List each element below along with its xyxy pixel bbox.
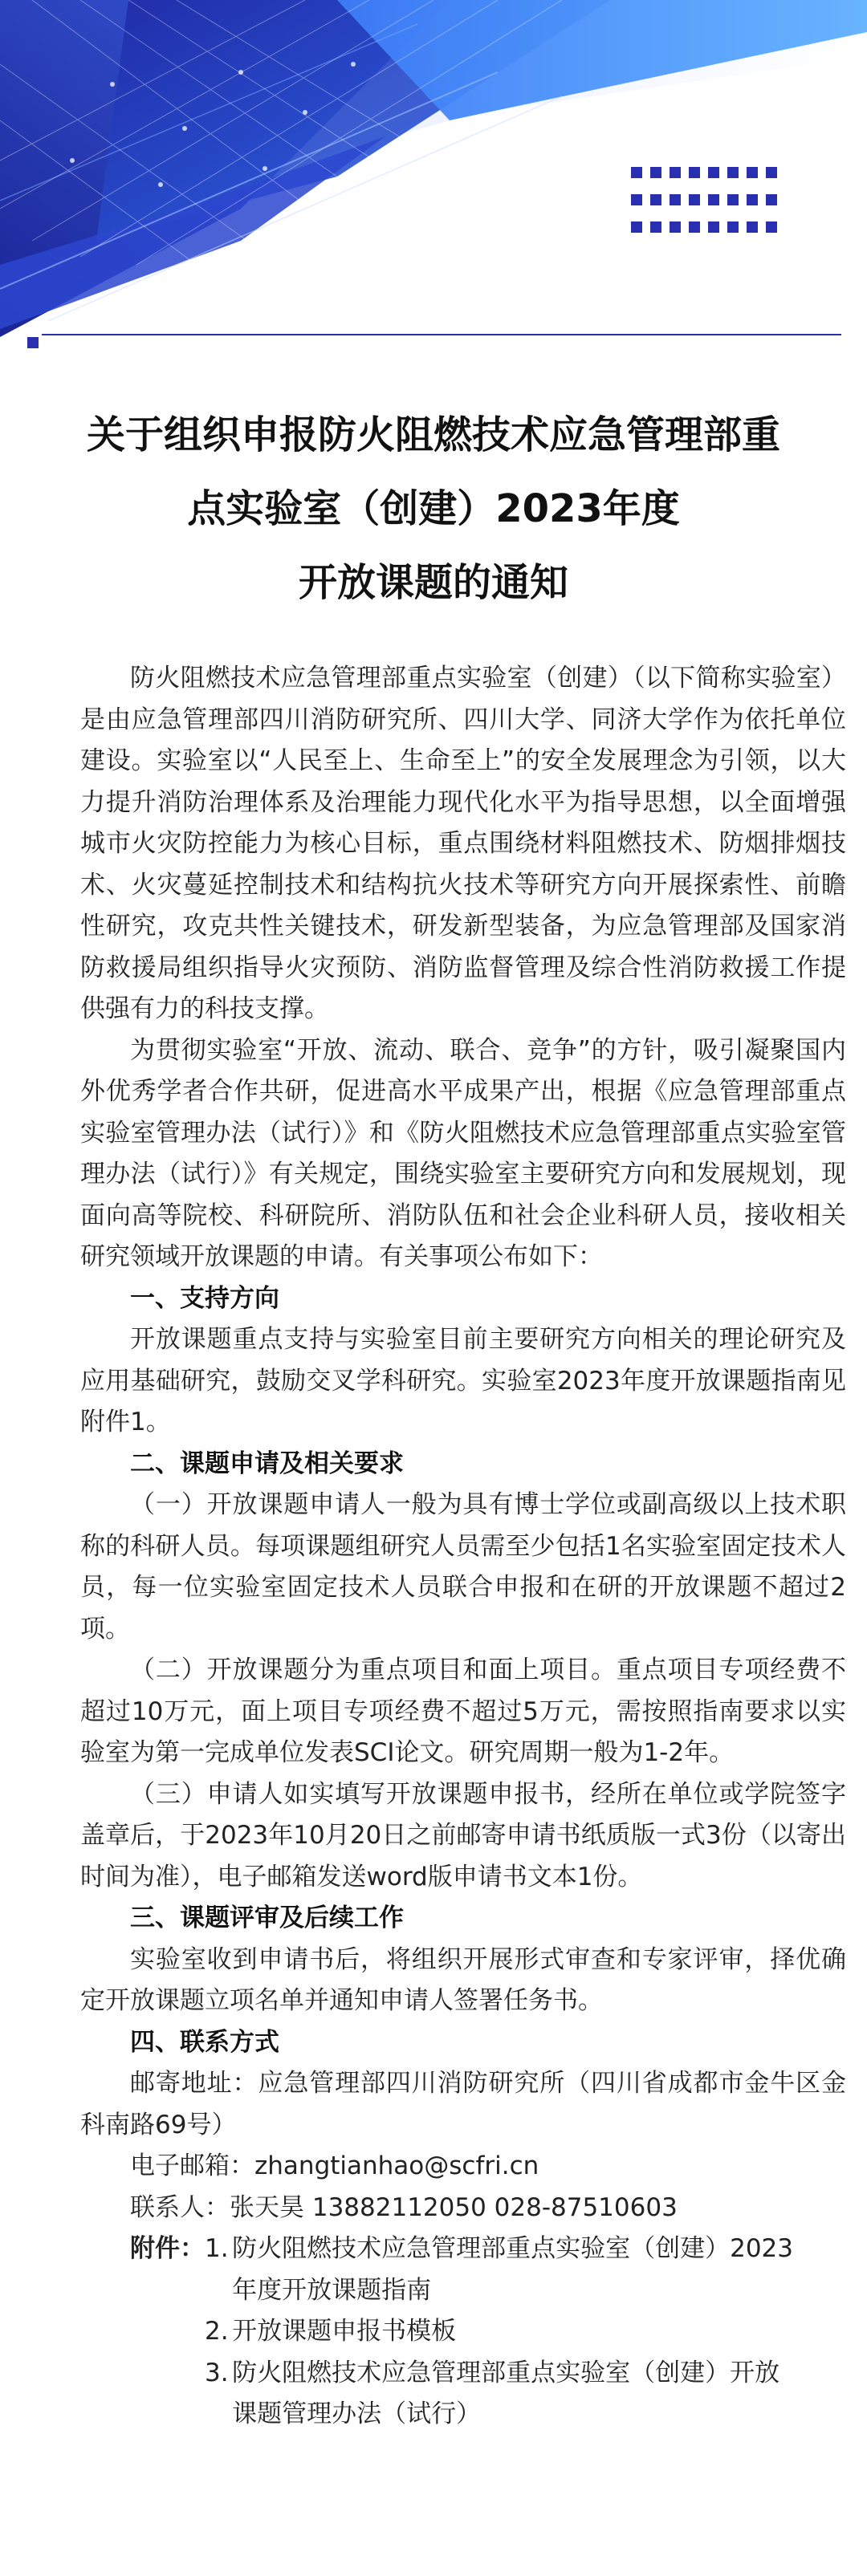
support-paragraph: 开放课题重点支持与实验室目前主要研究方向相关的理论研究及应用基础研究，鼓励交叉学科研究。实验室2023年度开放课题指南见附件1。 [80,1325,846,1436]
attachment-item-3 [205,2353,846,2436]
attachment-title: 开放课题申报书模板 [232,2317,457,2346]
section-heading-contact: 四、联系方式 [130,2027,279,2057]
attachment-title-cont: 年度开放课题指南 [232,2275,432,2305]
attachment-number: 2. [205,2317,229,2346]
section-heading-application: 二、课题申请及相关要求 [130,1448,404,1478]
title-line-2: 点实验室（创建）2023年度 [187,486,680,531]
attachment-title: 防火阻燃技术应急管理部重点实验室（创建）2023 [232,2234,793,2263]
intro-paragraph-2: 为贯彻实验室“开放、流动、联合、竞争”的方针，吸引凝聚国内外优秀学者合作共研，促进高水平成果产出，根据《应急管理部重点实验室管理办法（试行）》和《防火阻燃技术应急管理部重点实验室管理办法（试行）》有关规定，围绕实验室主要研究方向和发展规划，现面向高等院校、科研院所、消防队伍和社会企业科研人员，接收相关研究领域开放课题的申请。有关事项公布如下： [80,1035,846,1271]
application-paragraph-1: （一）开放课题申请人一般为具有博士学位或副高级以上技术职称的科研人员。每项课题组研究人员需至少包括1名实验室固定技术人员，每一位实验室固定技术人员联合申报和在研的开放课题不超过2项。 [80,1490,846,1644]
attachments-label: 附件： [130,2234,205,2263]
attachments-list [205,2229,846,2436]
attachment-title-cont: 课题管理办法（试行） [232,2399,482,2428]
contact-email: 电子邮箱：zhangtianhao@scfri.cn [130,2151,539,2180]
attachment-number: 3. [205,2358,229,2387]
application-paragraph-3: （三）申请人如实填写开放课题申报书，经所在单位或学院签字盖章后，于2023年10月20日之前邮寄申请书纸质版一式3份（以寄出时间为准），电子邮箱发送word版申请书文本1份。 [80,1779,846,1891]
contact-address: 邮寄地址：应急管理部四川消防研究所（四川省成都市金牛区金科南路69号） [80,2069,846,2139]
intro-paragraph-1: 防火阻燃技术应急管理部重点实验室（创建）（以下简称实验室）是由应急管理部四川消防研究所、四川大学、同济大学作为依托单位建设。实验室以“人民至上、生命至上”的安全发展理念为引领，以大力提升消防治理体系及治理能力现代化水平为指导思想，以全面增强城市火灾防控能力为核心目标，重点围绕材料阻燃技术、防烟排烟技术、火灾蔓延控制技术和结构抗火技术等研究方向开展探索性、前瞻性研究，攻克共性关键技术，研发新型装备，为应急管理部及国家消防救援局组织指导火灾预防、消防监督管理及综合性消防救援工作提供强有力的科技支撑。 [80,664,846,1023]
application-paragraph-2: （二）开放课题分为重点项目和面上项目。重点项目专项经费不超过10万元，面上项目专项经费不超过5万元，需按照指南要求以实验室为第一完成单位发表SCI论文。研究周期一般为1-2年。 [80,1656,846,1767]
dot-grid-icon [631,167,792,236]
header-banner [0,0,867,377]
review-paragraph: 实验室收到申请书后，将组织开展形式审查和专家评审，择优确定开放课题立项名单并通知申请人签署任务书。 [80,1944,846,2015]
divider-square [27,337,39,348]
section-heading-review: 三、课题评审及后续工作 [130,1904,404,1932]
page-title [32,398,835,620]
attachment-item-1 [205,2229,846,2311]
attachment-title: 防火阻燃技术应急管理部重点实验室（创建）开放 [232,2358,780,2387]
header-divider [42,334,841,335]
title-line-1: 关于组织申报防火阻燃技术应急管理部重 [86,412,780,457]
notice-body [80,658,846,2436]
contact-person: 联系人：张天昊 13882112050 028-87510603 [130,2192,678,2222]
section-heading-support: 一、支持方向 [130,1283,279,1313]
attachment-item-2 [205,2311,846,2353]
title-line-3: 开放课题的通知 [298,560,568,605]
attachment-number: 1. [205,2234,229,2263]
attachments [80,2229,846,2436]
